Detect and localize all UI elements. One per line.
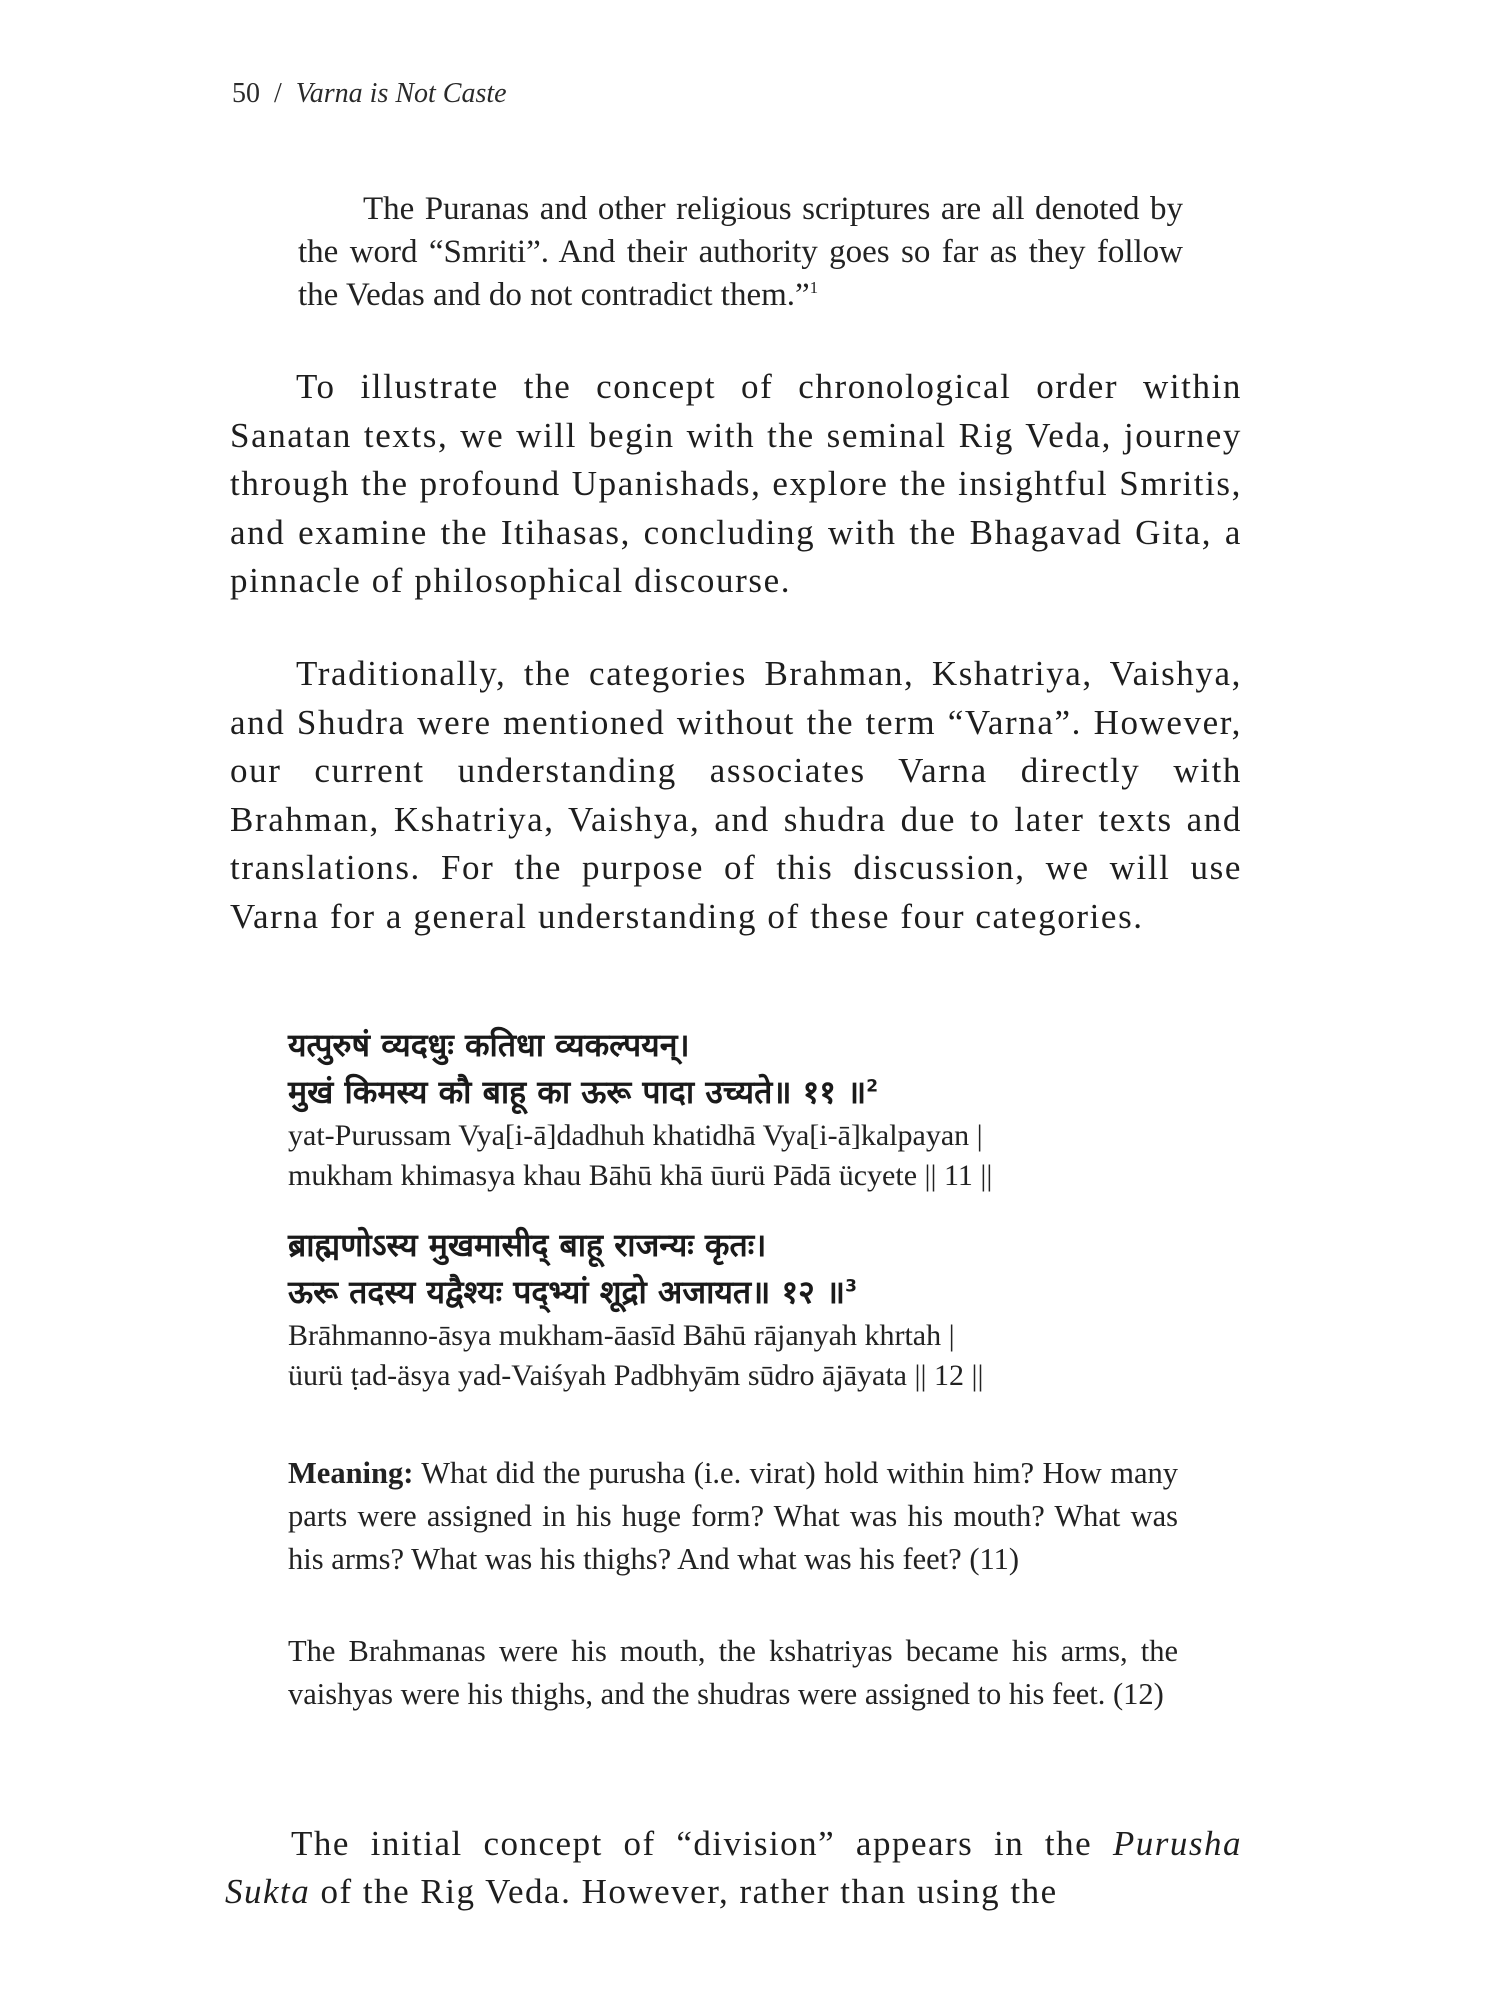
meaning-label: Meaning: (288, 1456, 414, 1490)
verse-12-transliteration-line-2: üurü ṭad-äsya yad-Vaiśyah Padbhyām sūdro ājāyata || 12 || (288, 1359, 984, 1392)
verse-11 (288, 1022, 1248, 1196)
paragraph-division-concept (225, 1820, 1242, 1916)
final-text-part-2: of the Rig Veda. However, rather than using the (320, 1872, 1058, 1911)
meaning-verse-12: The Brahmanas were his mouth, the kshatriyas became his arms, the vaishyas were his thighs, and the shudras were assigned to his feet. (12) (288, 1634, 1178, 1711)
verse-12-sanskrit-line-1: ब्राह्मणोऽस्य मुखमासीद् बाहू राजन्यः कृतः। (288, 1226, 767, 1264)
verse-12-sanskrit-line-2 (288, 1269, 1248, 1316)
final-text-part-1: The initial concept of “division” appears in the (291, 1824, 1093, 1863)
quote-text: The Puranas and other religious scriptures are all denoted by the word “Smriti”. And their authority goes so far as they follow the Vedas and do not contradict them.” (298, 191, 1183, 313)
purusha-sukta-title: Purusha Sukta (225, 1824, 1243, 1911)
footnote-marker-2: 2 (866, 1076, 879, 1097)
verse-11-transliteration-line-2: mukham khimasya khau Bāhū khā ūurü Pādā ücyete || 11 || (288, 1159, 993, 1192)
block-quote (298, 188, 1183, 317)
running-header (232, 78, 507, 110)
verse-11-transliteration-line-1: yat-Purussam Vya[i-ā]dadhuh khatidhā Vya[i-ā]kalpayan | (288, 1119, 983, 1152)
meaning-verse-11 (288, 1452, 1178, 1581)
paragraph-chronology: To illustrate the concept of chronological order within Sanatan texts, we will begin with the seminal Rig Veda, journey through the profound Upanishads, explore the insightful Smritis, and examine the Itihasas, concluding with the Bhagavad Gita, a pinnacle of philosophical discourse. (230, 367, 1242, 600)
verse-12-sanskrit-line-2-text: ऊरू तदस्य यद्वैश्यः पद्भ्यां शूद्रो अजायत॥ १२ ॥ (288, 1273, 846, 1311)
page-number: 50 (232, 78, 260, 109)
verse-12-transliteration-line-1: Brāhmanno-āsya mukham-āasīd Bāhū rājanyah khrtah | (288, 1319, 955, 1352)
paragraph-varna-terms: Traditionally, the categories Brahman, Kshatriya, Vaishya, and Shudra were mentioned without the term “Varna”. However, our current understanding associates Varna directly with Brahman, Kshatriya, Vaishya, and shudra due to later texts and translations. For the purpose of this discussion, we will use Varna for a general understanding of these four categories. (230, 654, 1242, 936)
footnote-marker-1: 1 (809, 278, 819, 297)
verse-11-sanskrit-line-2-text: मुखं किमस्य कौ बाहू का ऊरू पादा उच्यते॥ ११ ॥ (288, 1073, 867, 1111)
book-title: Varna is Not Caste (295, 78, 507, 109)
meaning-text-11: What did the purusha (i.e. virat) hold within him? How many parts were assigned in his huge form? What was his mouth? What was his arms? What was his thighs? And what was his feet? (11) (288, 1456, 1178, 1576)
verse-11-sanskrit-line-1: यत्पुरुषं व्यदधुः कतिधा व्यकल्पयन्। (288, 1026, 690, 1064)
verse-11-sanskrit-line-2 (288, 1069, 1248, 1116)
header-separator: / (274, 78, 282, 109)
footnote-marker-3: 3 (845, 1276, 857, 1297)
verse-12 (288, 1222, 1248, 1396)
